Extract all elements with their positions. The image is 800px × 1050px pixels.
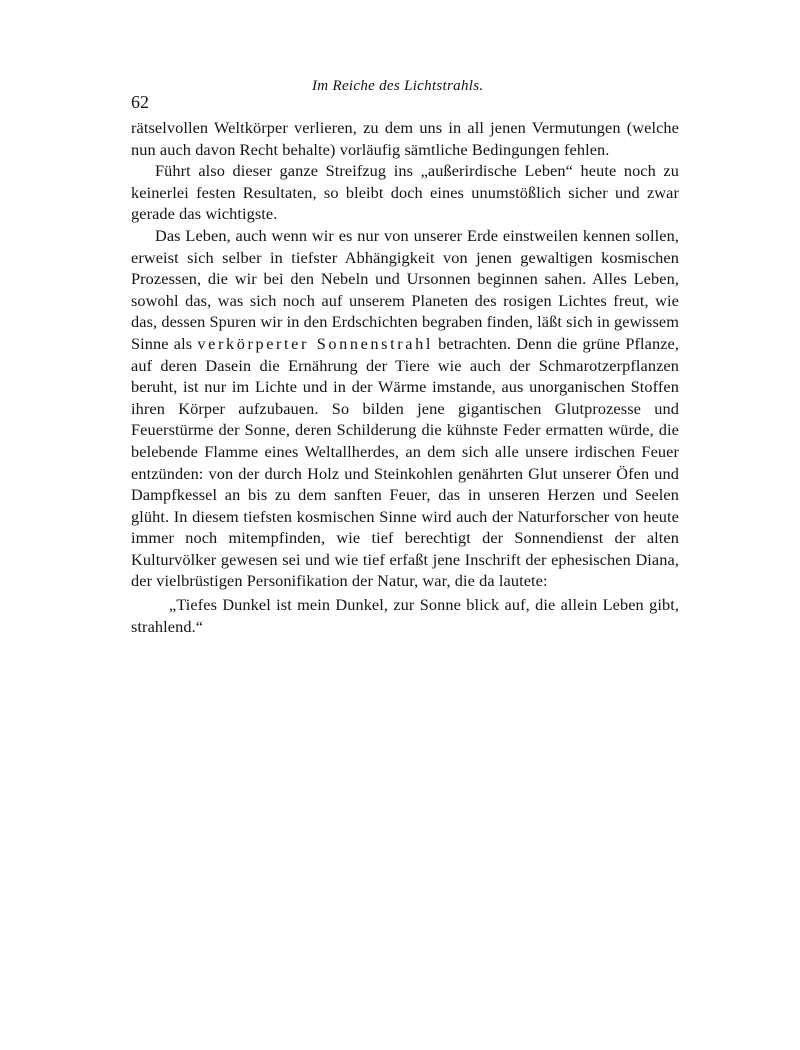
page-number: 62 [131,92,149,112]
paragraph-streifzug: Führt also dieser ganze Streifzug ins „außerirdische Leben“ heute noch zu keinerlei festen Resultaten, so bleibt doch eines unumstößlich sicher und zwar gerade das wichtigste. [131,161,679,224]
paragraph-leben-text-2: betrachten. Denn die grüne Pflanze, auf deren Dasein die Ernährung der Tiere wie auch der Schmarotzerpflanzen beruht, ist nur im Lichte und in der Wärme imstande, aus unorganischen Stoffen ihren Körper aufzubauen. So bilden jene gigantischen Glutprozesse und Feuerstürme der Sonne, deren Schilderung die kühnste Feder ermatten würde, die belebende Flamme eines Weltallherdes, an dem sich alle unsere irdischen Feuer entzünden: von der durch Holz und Steinkohlen genährten Glut unserer Öfen und Dampfkessel an bis zu dem sanften Feuer, das in unseren Herzen und Seelen glüht. In diesem tiefsten kosmischen Sinne wird auch der Naturforscher von heute immer noch mitempfinden, wie tief berechtigt der Sonnendienst der alten Kulturvölker gewesen sei und wie tief erfaßt jene Inschrift der ephesischen Diana, der vielbrüstigen Personifikation der Natur, war, die da lautete: [131,333,680,591]
paragraph-continuation: rätselvollen Weltkörper verlieren, zu dem uns in all jenen Vermutungen (welche nun auch davon Recht behalte) vorläufig sämtliche Bedingungen fehlen. [131,118,679,159]
paragraph-leben [131,225,679,592]
paragraph-leben-text-1: Das Leben, auch wenn wir es nur von unserer Erde einstweilen kennen sollen, erweist sich selber in tiefster Abhängigkeit von jenen gewaltigen kosmischen Prozessen, die wir bei den Nebeln und Ursonnen beginnen sahen. Alles Leben, sowohl das, was sich noch auf unserem Planeten des rosigen Lichtes freut, wie das, dessen Spuren wir in den Erdschichten begraben finden, läßt sich in gewissem Sinne als [131,225,679,353]
inscription-quote: „Tiefes Dunkel ist mein Dunkel, zur Sonne blick auf, die allein Leben gibt, strahlend.“ [131,595,679,636]
spaced-emphasis: verkörperter Sonnenstrahl [197,333,433,353]
running-head: Im Reiche des Lichtstrahls. [312,78,484,94]
body-text [131,117,679,637]
